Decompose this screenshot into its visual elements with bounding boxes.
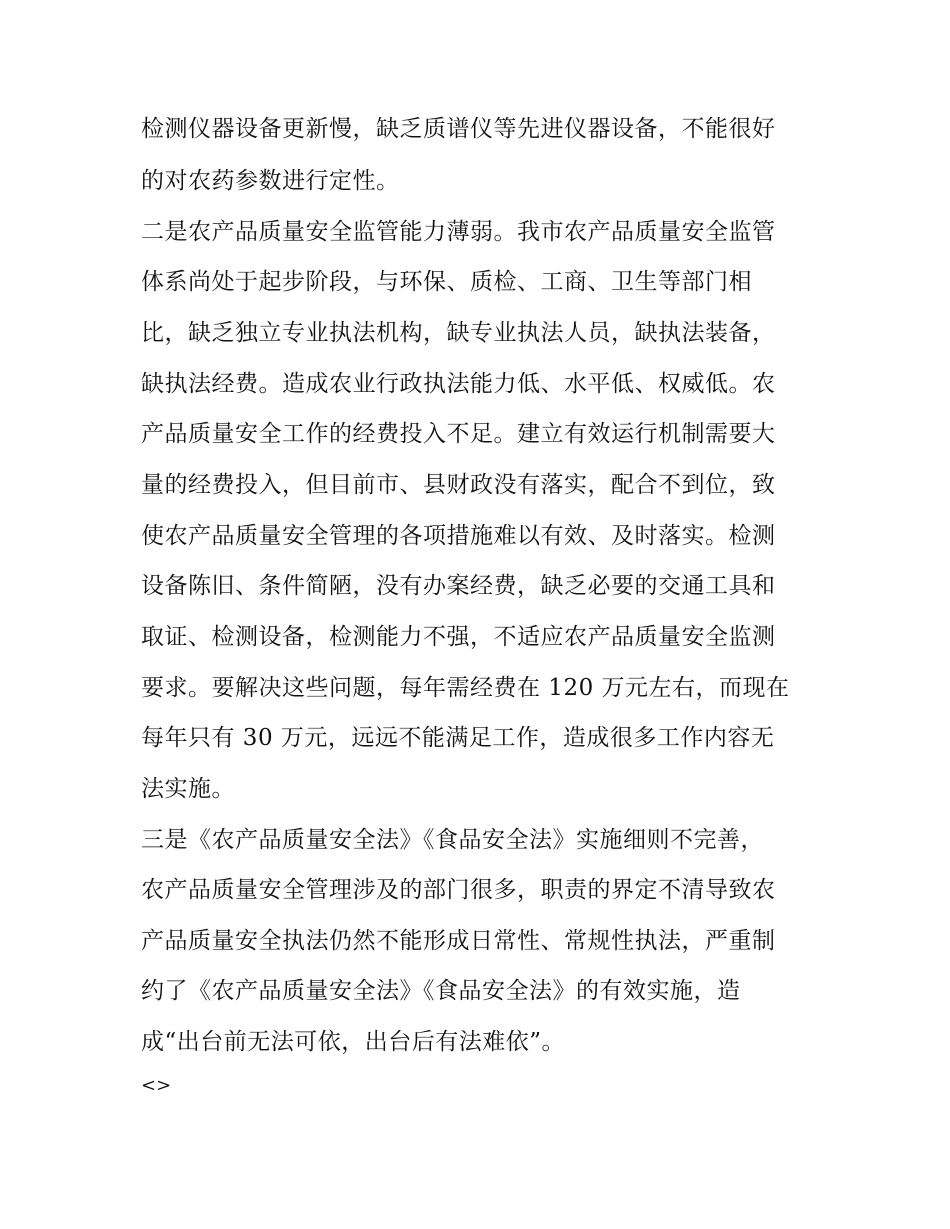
text-line: 的对农药参数进行定性。: [141, 168, 400, 194]
text-line: 产品质量安全工作的经费投入不足。建立有效运行机制需要大: [141, 421, 776, 447]
text-line: 取证、检测设备，检测能力不强，不适应农产品质量安全监测: [141, 624, 776, 650]
text-line: 产品质量安全执法仍然不能形成日常性、常规性执法，严重制: [141, 928, 776, 954]
footer-mark: <>: [141, 1075, 172, 1096]
text-line: 成“出台前无法可依，出台后有法难依”。: [141, 1029, 566, 1055]
text-line: 设备陈旧、条件简陋，没有办案经费，缺乏必要的交通工具和: [141, 573, 776, 599]
text-line: 法实施。: [141, 776, 235, 802]
text-line: 要求。要解决这些问题，每年需经费在 120 万元左右，而现在: [141, 675, 790, 701]
text-line: 体系尚处于起步阶段，与环保、质检、工商、卫生等部门相: [141, 269, 752, 295]
text-line: 使农产品质量安全管理的各项措施难以有效、及时落实。检测: [141, 523, 776, 549]
text-line: 每年只有 30 万元，远远不能满足工作，造成很多工作内容无: [141, 725, 775, 751]
text-line: 约了《农产品质量安全法》《食品安全法》的有效实施，造: [141, 978, 741, 1004]
text-line: 检测仪器设备更新慢，缺乏质谱仪等先进仪器设备，不能很好: [141, 116, 776, 142]
text-line: 二是农产品质量安全监管能力薄弱。我市农产品质量安全监管: [141, 219, 776, 245]
text-line: 缺执法经费。造成农业行政执法能力低、水平低、权威低。农: [141, 371, 776, 397]
text-line: 三是《农产品质量安全法》《食品安全法》实施细则不完善，: [141, 827, 764, 853]
text-line: 农产品质量安全管理涉及的部门很多，职责的界定不清导致农: [141, 877, 776, 903]
text-line: 量的经费投入，但目前市、县财政没有落实，配合不到位，致: [141, 472, 776, 498]
text-line: 比，缺乏独立专业执法机构，缺专业执法人员，缺执法装备，: [141, 320, 776, 346]
